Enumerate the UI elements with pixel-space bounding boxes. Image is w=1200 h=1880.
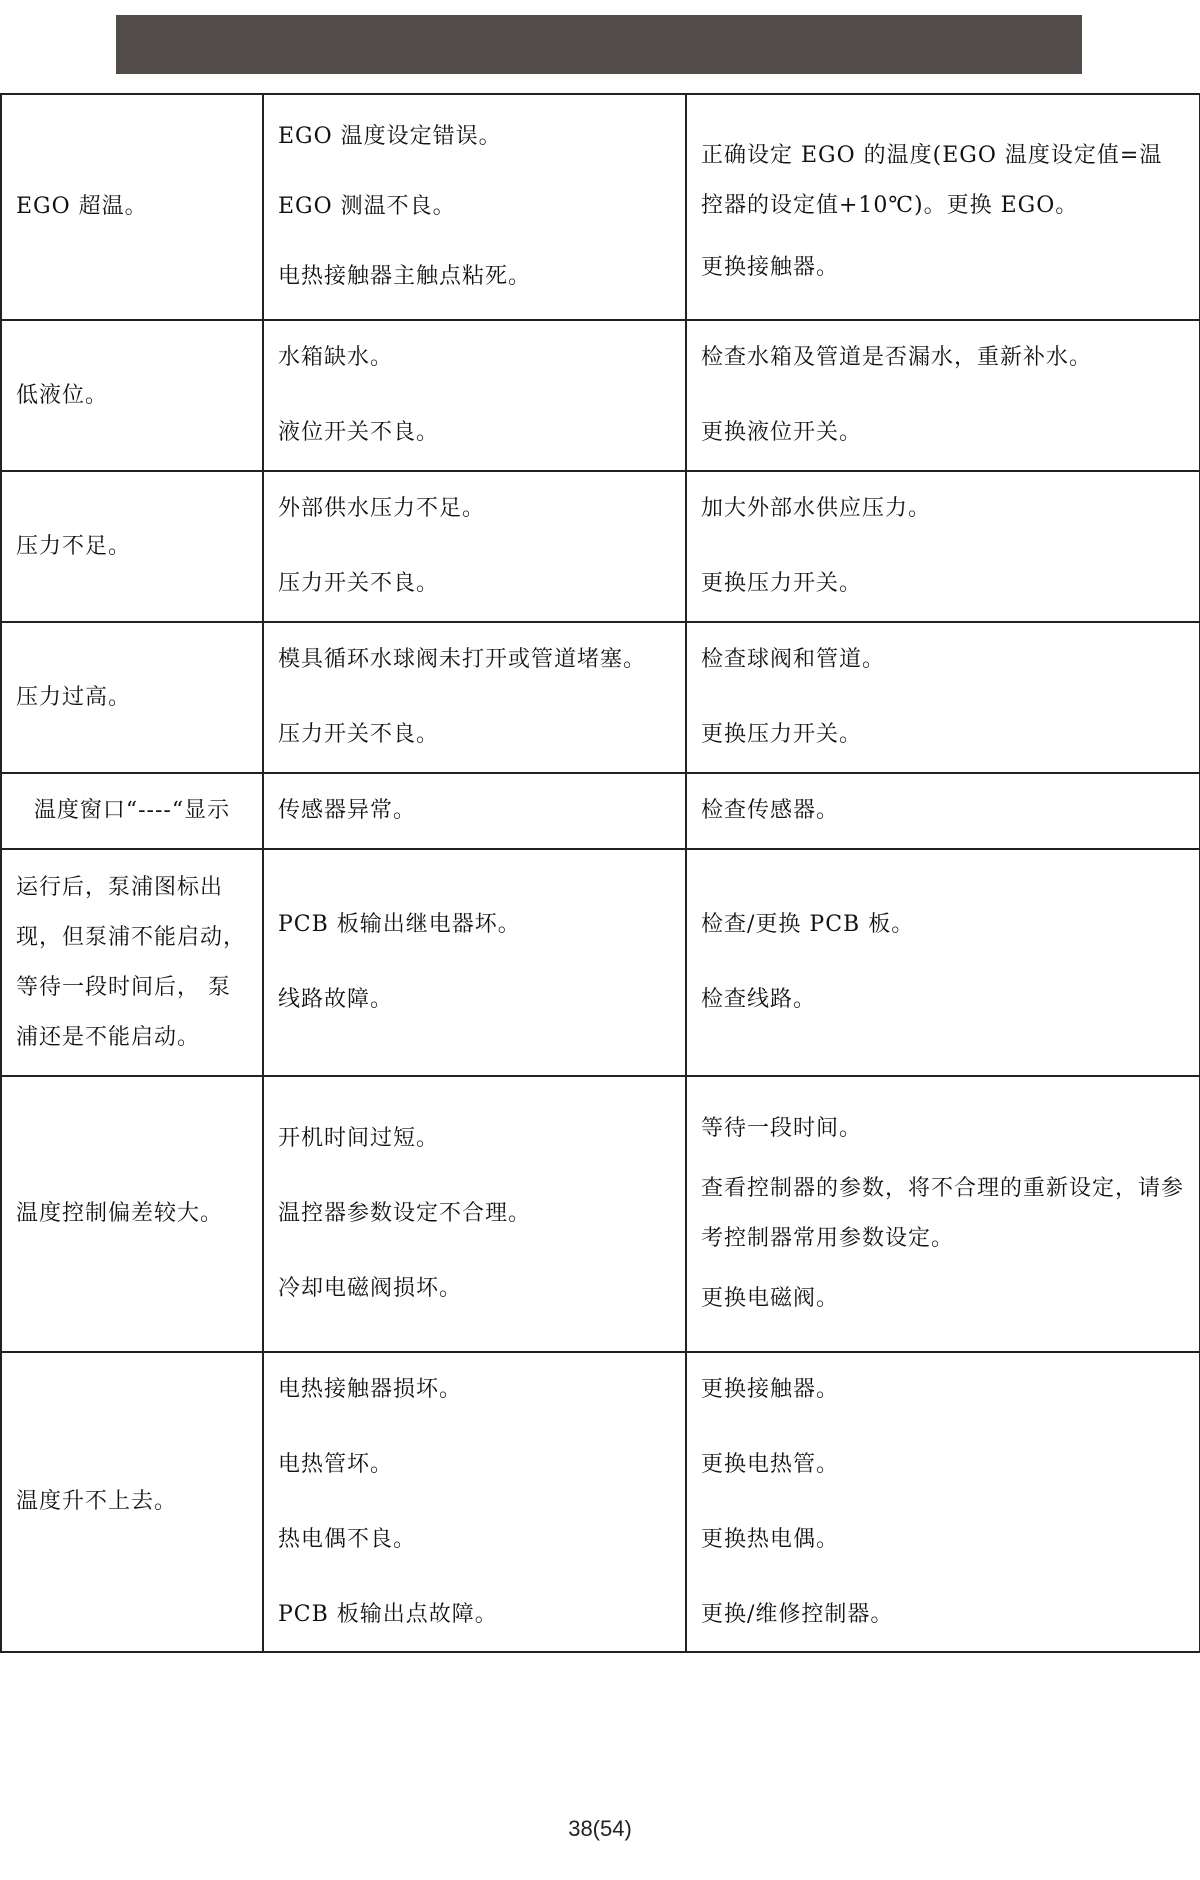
- remedy-item: 更换热电偶。: [701, 1526, 840, 1552]
- remedy-cell: [686, 471, 1200, 622]
- remedy-cell: [686, 849, 1200, 1076]
- table-row: [1, 471, 1200, 622]
- remedy-cell: [686, 94, 1200, 320]
- header-bar: [116, 15, 1082, 74]
- table-row: [1, 849, 1200, 1076]
- table-row: [1, 94, 1200, 320]
- cause-item: 电热接触器主触点粘死。: [278, 264, 532, 289]
- table-row: [1, 773, 1200, 849]
- cause-item: 外部供水压力不足。: [278, 496, 486, 521]
- remedy-item: 正确设定 EGO 的温度(EGO 温度设定值=温控器的设定值+10℃)。更换 EGO。: [701, 143, 1163, 218]
- remedy-item: 检查传感器。: [701, 798, 840, 823]
- remedy-item: 更换接触器。: [701, 255, 840, 280]
- remedy-item: 更换压力开关。: [701, 722, 863, 747]
- cause-cell: [263, 622, 686, 773]
- fault-cell: 运行后，泵浦图标出现，但泵浦不能启动，等待一段时间后， 泵浦还是不能启动。: [1, 849, 263, 1076]
- remedy-cell: [686, 773, 1200, 849]
- cause-item: 温控器参数设定不合理。: [278, 1201, 532, 1226]
- cause-cell: [263, 773, 686, 849]
- remedy-item: 检查线路。: [701, 987, 817, 1012]
- remedy-item: 更换接触器。: [701, 1376, 840, 1402]
- cause-item: 开机时间过短。: [278, 1126, 440, 1151]
- remedy-cell: [686, 1352, 1200, 1652]
- cause-cell: [263, 849, 686, 1076]
- remedy-item: 查看控制器的参数，将不合理的重新设定，请参考控制器常用参数设定。: [701, 1176, 1185, 1251]
- fault-cell: 压力不足。: [1, 471, 263, 622]
- remedy-item: 检查水箱及管道是否漏水，重新补水。: [701, 345, 1093, 370]
- troubleshooting-table: [0, 93, 1200, 1653]
- cause-cell: [263, 471, 686, 622]
- page-number: 38(54): [568, 1816, 632, 1841]
- fault-cell: 温度升不上去。: [1, 1352, 263, 1652]
- fault-cell: 温度控制偏差较大。: [1, 1076, 263, 1352]
- remedy-item: 检查球阀和管道。: [701, 647, 886, 672]
- table-row: [1, 1076, 1200, 1352]
- table-row: [1, 622, 1200, 773]
- remedy-cell: [686, 320, 1200, 471]
- cause-cell: [263, 1352, 686, 1652]
- cause-item: 电热接触器损坏。: [278, 1376, 463, 1402]
- cause-item: 热电偶不良。: [278, 1526, 417, 1552]
- remedy-item: 检查/更换 PCB 板。: [701, 912, 915, 937]
- cause-item: PCB 板输出继电器坏。: [278, 912, 521, 937]
- remedy-item: 更换电磁阀。: [701, 1286, 840, 1311]
- cause-item: 线路故障。: [278, 987, 394, 1012]
- cause-cell: [263, 94, 686, 320]
- cause-item: 模具循环水球阀未打开或管道堵塞。: [278, 647, 647, 672]
- remedy-item: 加大外部水供应压力。: [701, 496, 932, 521]
- cause-item: PCB 板输出点故障。: [278, 1601, 498, 1627]
- remedy-item: 等待一段时间。: [701, 1116, 863, 1141]
- fault-cell: EGO 超温。: [1, 94, 263, 320]
- cause-item: 液位开关不良。: [278, 420, 440, 445]
- fault-cell: 温度窗口“----“显示: [1, 773, 263, 849]
- remedy-cell: [686, 622, 1200, 773]
- table-row: [1, 1352, 1200, 1652]
- fault-cell: 低液位。: [1, 320, 263, 471]
- fault-cell: 压力过高。: [1, 622, 263, 773]
- cause-item: EGO 测温不良。: [278, 194, 456, 219]
- cause-item: EGO 温度设定错误。: [278, 124, 502, 149]
- remedy-item: 更换/维修控制器。: [701, 1601, 894, 1627]
- cause-item: 压力开关不良。: [278, 571, 440, 596]
- cause-cell: [263, 1076, 686, 1352]
- cause-item: 传感器异常。: [278, 798, 417, 823]
- remedy-item: 更换液位开关。: [701, 420, 863, 445]
- table-row: [1, 320, 1200, 471]
- remedy-item: 更换电热管。: [701, 1451, 840, 1477]
- cause-item: 水箱缺水。: [278, 345, 394, 370]
- cause-item: 压力开关不良。: [278, 722, 440, 747]
- cause-cell: [263, 320, 686, 471]
- remedy-item: 更换压力开关。: [701, 571, 863, 596]
- remedy-cell: [686, 1076, 1200, 1352]
- cause-item: 电热管坏。: [278, 1451, 394, 1477]
- cause-item: 冷却电磁阀损坏。: [278, 1276, 463, 1301]
